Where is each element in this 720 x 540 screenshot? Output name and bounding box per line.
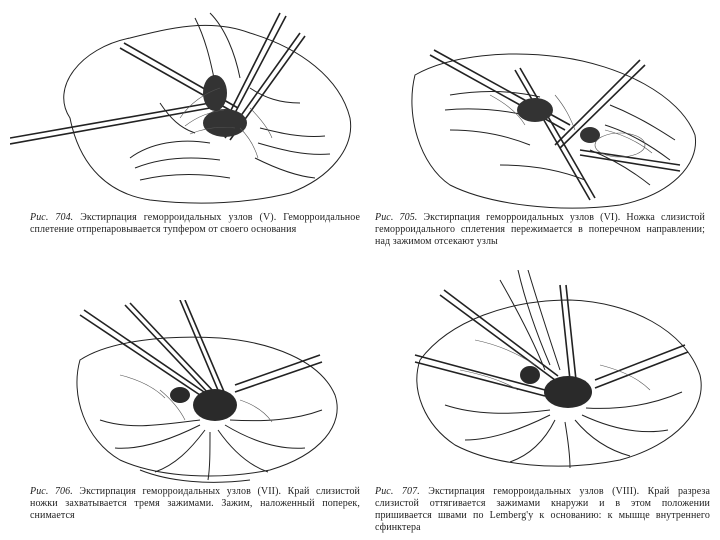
caption-707 — [375, 486, 710, 534]
figure-label: Рис. 706. — [30, 486, 73, 497]
illustration-704 — [10, 8, 360, 208]
illustration-705 — [390, 35, 710, 210]
caption-text: Экстирпация геморроидальных узлов (V). Геморроидальное сплетение отпрепаровывается тупфером от своего основания — [30, 212, 360, 235]
figure-label: Рис. 707. — [375, 486, 420, 497]
caption-text: Экстирпация геморроидальных узлов (VIII). Край разреза слизистой оттягивается зажимами кнаружи и в этом положении пришивается швами по Lemberg'y к основанию: к мышце внутреннего сфинктера — [375, 486, 710, 533]
illustration-707 — [400, 270, 710, 480]
illustration-706 — [60, 300, 350, 490]
figure-label: Рис. 705. — [375, 212, 418, 223]
caption-705 — [375, 212, 705, 248]
figure-706 — [0, 270, 370, 540]
caption-text: Экстирпация геморроидальных узлов (VII). Край слизистой ножки захватывается тремя зажимами. Зажим, наложенный поперек, снимается — [30, 486, 360, 521]
figure-label: Рис. 704. — [30, 212, 74, 223]
figure-707 — [370, 270, 720, 540]
caption-704 — [30, 212, 360, 236]
caption-706 — [30, 486, 360, 522]
caption-text: Экстирпация геморроидальных узлов (VI). Ножка слизистой геморроидального сплетения пережимается в поперечном направлении; над зажимом отсекают узлы — [375, 212, 705, 247]
figure-704 — [0, 0, 370, 270]
figure-705 — [370, 0, 720, 270]
